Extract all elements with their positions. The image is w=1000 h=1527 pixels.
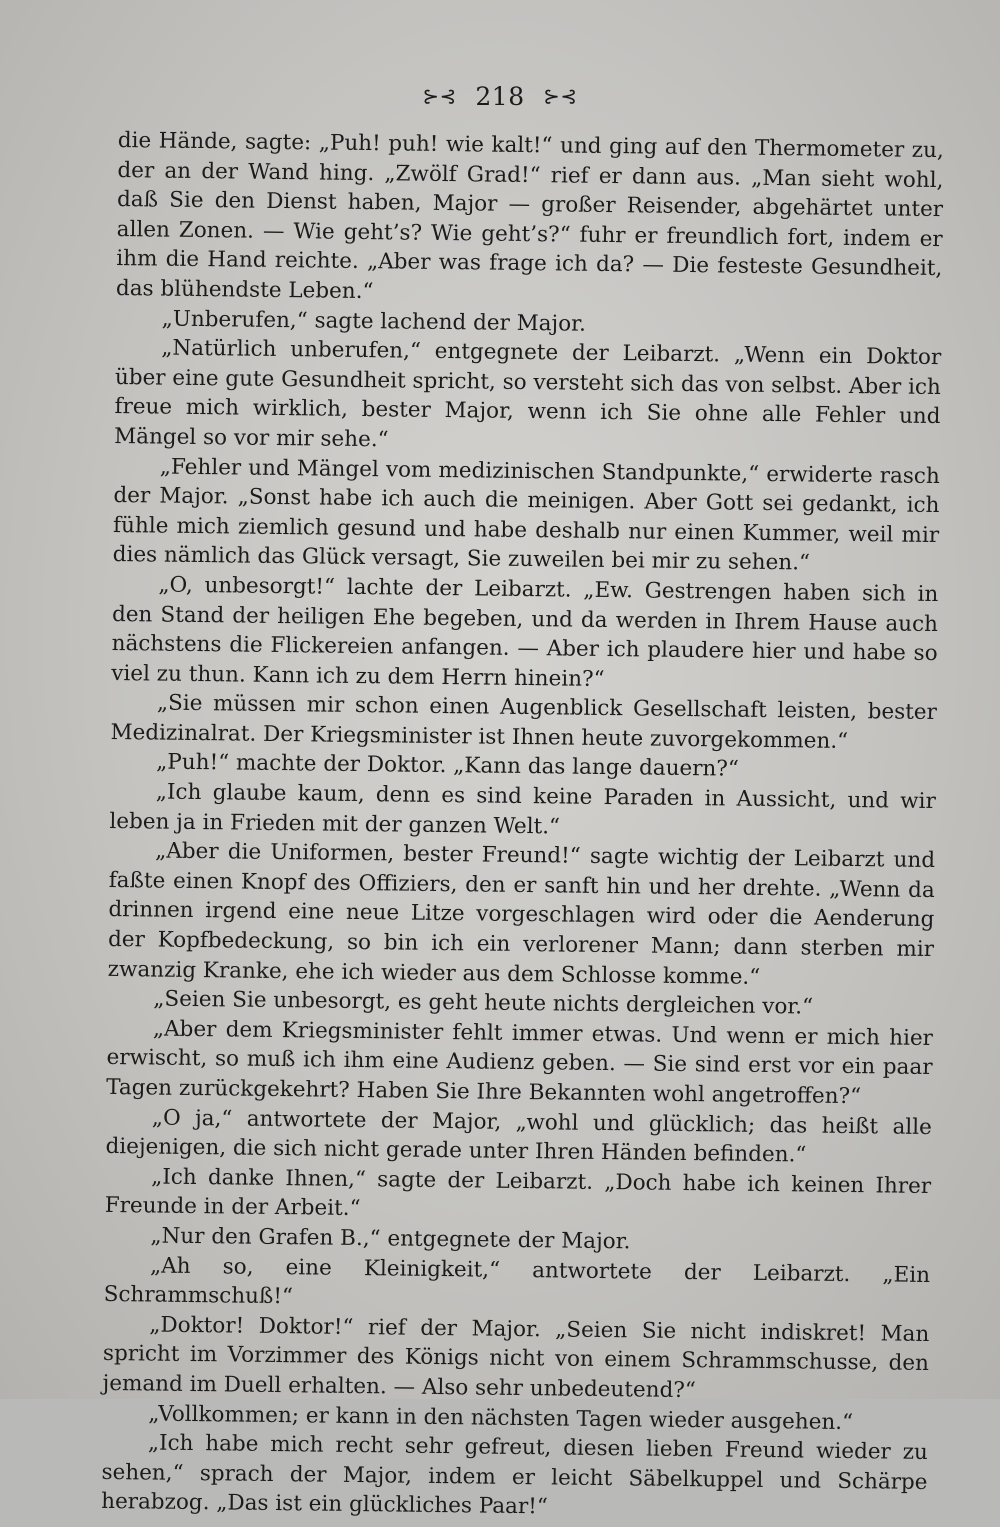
paragraph: „O, unbesorgt!“ lachte der Leibarzt. „Ew. Gestrengen haben sich in den Stand der heiligen Ehe begeben, und da werden in Ihrem Hause auch nächstens die Flickereien anfangen. — Aber ich plaudere hier und habe so viel zu thun. Kann ich zu dem Herrn hinein?“	[111, 572, 939, 692]
paragraph: „Ich glaube kaum, denn es sind keine Paraden in Aussicht, und wir leben ja in Frieden mit der ganzen Welt.“	[109, 779, 936, 840]
page-number: 218	[475, 82, 525, 111]
paragraph: „Nur den Grafen B.,“ entgegnete der Major.	[150, 1223, 631, 1255]
paragraph: „Vollkommen; er kann in den nächsten Tagen wieder ausgehen.“	[148, 1400, 854, 1435]
paragraph: „O ja,“ antwortete der Major, „wohl und glücklich; das heißt alle diejenigen, die sich nicht gerade unter Ihren Händen befinden.“	[105, 1105, 932, 1168]
paragraph: „Ah so, eine Kleinigkeit,“ antwortete der Leibarzt. „Ein Schrammschuß!“	[103, 1253, 931, 1310]
paragraph: „Aber die Uniformen, bester Freund!“ sagte wichtig der Leibarzt und faßte einen Knopf des Offiziers, den er sanft hin und her drehte. „Wenn da drinnen irgend eine neue Litze vorgeschlagen wird oder die Aenderung der Kopfbedeckung, so bin ich ein verlorener Mann; dann sterben mir zwanzig Kranke, ehe ich wieder aus dem Schlosse komme.“	[107, 838, 936, 990]
paragraph: „Natürlich unberufen,“ entgegnete der Leibarzt. „Wenn ein Doktor über eine gute Gesundheit spricht, so versteht sich das von selbst. Aber ich freue mich wirklich, bester Major, wenn ich Sie ohne alle Fehler und Mängel so vor mir sehe.“	[114, 335, 942, 453]
paragraph: „Unberufen,“ sagte lachend der Major.	[161, 306, 587, 337]
paragraph: „Aber dem Kriegsminister fehlt immer etwas. Und wenn er mich hier erwischt, so muß ich ihm eine Audienz geben. — Sie sind erst vor ein paar Tagen zurückgekehrt? Haben Sie Ihre Bekannten wohl angetroffen?“	[106, 1016, 934, 1110]
paragraph: die Hände, sagte: „Puh! puh! wie kalt!“ und ging auf den Thermometer zu, der an der Wand hing. „Zwölf Grad!“ rief er dann aus. „Man sieht wohl, daß Sie den Dienst haben, Major — großer Reisender, abgehärtet unter allen Zonen. — Wie geht’s? Wie geht’s?“ fuhr er freundlich fort, indem er ihm die Hand reichte. „Aber was frage ich da? — Die festeste Gesundheit, das blühendste Leben.“	[115, 127, 944, 305]
paragraph: „Ich danke Ihnen,“ sagte der Leibarzt. „Doch habe ich keinen Ihrer Freunde in der Arbeit.“	[104, 1164, 932, 1222]
ornament-right-icon: ⊱⊰	[543, 84, 578, 108]
paragraph: „Seien Sie unbesorgt, es geht heute nichts dergleichen vor.“	[153, 986, 814, 1020]
paragraph: „Sie müssen mir schon einen Augenblick Gesellschaft leisten, bester Medizinalrat. Der Kriegsminister ist Ihnen heute zuvorgekommen.“	[110, 690, 938, 754]
paragraph: „Fehler und Mängel vom medizinischen Standpunkte,“ erwiderte rasch der Major. „Sonst habe ich auch die meinigen. Aber Gott sei gedankt, ich fühle mich ziemlich gesund und habe deshalb nur einen Kummer, weil mir dies nämlich das Glück versagt, Sie zuweilen bei mir zu sehen.“	[112, 454, 940, 576]
paragraph: „Doktor! Doktor!“ rief der Major. „Seien Sie nicht indiskret! Man spricht im Vorzimmer des Königs nicht von einem Schrammschusse, den jemand im Duell erhalten. — Also sehr unbedeutend?“	[102, 1312, 930, 1404]
body-text	[101, 126, 944, 1527]
ornament-left-icon: ⊱⊰	[422, 84, 457, 108]
page-header	[0, 80, 1000, 113]
paragraph: „Puh!“ machte der Doktor. „Kann das lange dauern?“	[156, 749, 740, 783]
paragraph: „Ich habe mich recht sehr gefreut, diesen lieben Freund wieder zu sehen,“ sprach der Major, indem er leicht Säbelkuppel und Schärpe herabzog. „Das ist ein glückliches Paar!“	[101, 1430, 929, 1520]
